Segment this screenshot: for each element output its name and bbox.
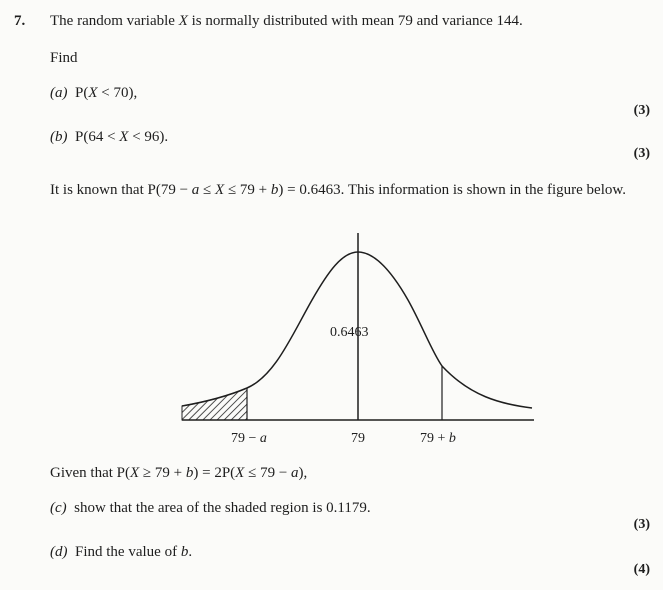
question-number: 7. — [14, 13, 26, 29]
tick-mid-label: 79 — [351, 431, 365, 446]
part-a-marks: (3) — [633, 103, 650, 118]
part-b-label: (b) — [50, 129, 68, 145]
part-d-marks: (4) — [633, 562, 650, 577]
part-d-label: (d) — [50, 544, 68, 560]
part-a: (a) P(X < 70), — [50, 85, 138, 101]
shaded-left-tail — [182, 388, 247, 420]
part-b: (b) P(64 < X < 96). — [50, 129, 169, 145]
part-c-label: (c) — [50, 500, 67, 516]
tick-right-label: 79 + b — [420, 431, 456, 446]
part-d: (d) Find the value of b. — [50, 544, 193, 560]
tick-left-label: 79 − a — [231, 431, 267, 446]
question-stem: The random variable X is normally distributed with mean 79 and variance 144. — [50, 13, 523, 29]
known-statement: It is known that P(79 − a ≤ X ≤ 79 + b) = 0.6463. This information is shown in the figure below. — [50, 182, 626, 198]
bell-curve — [182, 252, 532, 408]
area-label: 0.6463 — [330, 325, 369, 340]
given-statement: Given that P(X ≥ 79 + b) = 2P(X ≤ 79 − a), — [50, 465, 308, 481]
find-label: Find — [50, 50, 78, 66]
part-c: (c) show that the area of the shaded region is 0.1179. — [50, 500, 371, 516]
part-a-label: (a) — [50, 85, 68, 101]
part-c-marks: (3) — [633, 517, 650, 532]
part-b-marks: (3) — [633, 146, 650, 161]
